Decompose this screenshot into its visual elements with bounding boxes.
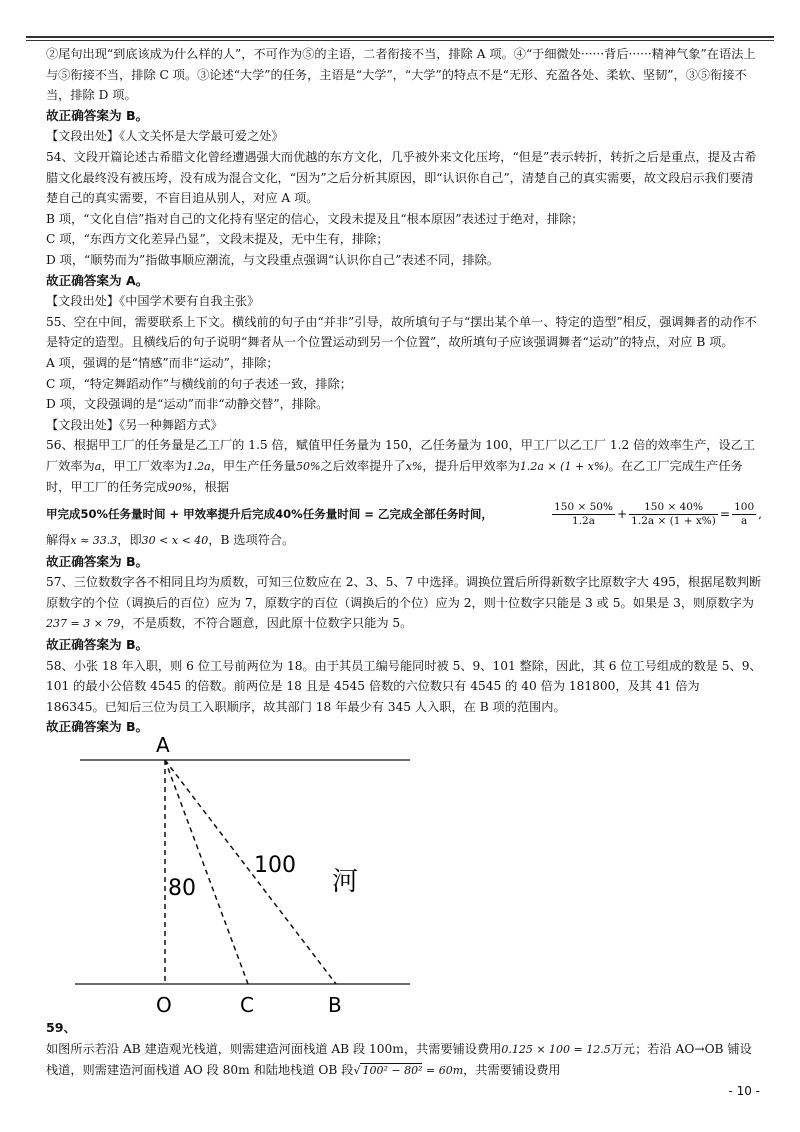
text-run: 56、根据甲工厂的任务量是乙工厂的 1.5 倍，赋值甲任务量为 150，乙任务量为 100，甲工厂以乙工厂 1.2 倍的效率生产，设乙工厂效率为 — [46, 438, 756, 473]
length-80-label: 80 — [168, 876, 196, 901]
header-rule-thin — [26, 40, 774, 41]
question-57 — [46, 572, 762, 635]
solution-text — [46, 44, 762, 738]
text-run: ，提升后甲效率为 — [422, 458, 520, 473]
math-x-percent: x% — [405, 459, 423, 473]
text-run: ，B 选项符合。 — [208, 533, 295, 548]
question-58: 58、小张 18 年入职，则 6 位工号前两位为 18。由于其员工编号能同时被 5、9、101 整除，因此，其 6 位工号组成的数是 5、9、101 的最小公倍数 4545 的倍数。前两位是 18 且是 4545 倍数的六位数只有 4545 的 40 倍为 181800，及其 41 倍为 186345。已知后三位为员工入职顺序，故其部门 18 年最少有 345 人入职，在 B 项的范围内。 — [46, 658, 762, 714]
source-line: 【文段出处】《中国学术要有自我主张》 — [46, 294, 260, 309]
fraction-1: $\frac{150 \times 50\%}{1.2a}$ — [554, 501, 613, 528]
text-run: ，共需要铺设费用 — [463, 1063, 561, 1078]
text-run: 万元；若沿 AO→OB 铺设栈道，则需建造河面栈道 AO 段 80m 和陆地栈道 OB 段 — [46, 1041, 752, 1078]
answer-line: 故正确答案为 B。 — [46, 107, 149, 123]
river-diagram — [40, 730, 420, 1015]
equation-line — [46, 501, 762, 528]
option-c: C 项，“特定舞蹈动作”与横线前的句子表述一致，排除； — [46, 376, 352, 391]
point-a-label: A — [156, 733, 170, 757]
math-90-percent: 90% — [167, 481, 193, 495]
source-line: 【文段出处】《另一种舞蹈方式》 — [46, 417, 223, 432]
math-factorization: 237 = 3 × 79 — [46, 617, 121, 631]
text-run: 解得 — [46, 533, 71, 548]
question-59-text — [46, 1039, 762, 1082]
question-56 — [46, 435, 762, 499]
point-b-label: B — [328, 993, 342, 1015]
question-54: 54、文段开篇论述古希腊文化曾经遭遇强大而优越的东方文化，几乎被外来文化压垮，“但是”表示转折，转折之后是重点，提及古希腊文化最终没有被压垮，没有成为混合文化，“因为”之后分析其原因，即“认识你自己”，清楚自己的真实需要，故文段启示我们要清楚自己的真实需要，不盲目追从别人，对应 A 项。 — [46, 149, 757, 206]
answer-line: 故正确答案为 B。 — [46, 637, 149, 653]
question-55: 55、空在中间，需要联系上下文。横线前的句子由“并非”引导，故所填句子与“摆出某个单一、特定的造型”相反，强调舞者的动作不是特定的造型。且横线后的句子说明“舞者从一个位置运动到另一个位置”，故所填句子应该强调舞者“运动”的特点，对应 B 项。 — [46, 314, 757, 350]
river-label: 河 — [332, 867, 359, 897]
paragraph: ②尾句出现“到底该成为什么样的人”，不可作为⑤的主语，二者衔接不当，排除 A 项。④“于细微处······背后······精神气象”在语法上与⑤衔接不当，排除 C 项。③论述“大学”的任务，主语是“大学”，“大学”的特点不是“无形、充盈各处、柔软、坚韧”，③⑤衔接不当，排除 D 项。 — [46, 47, 756, 103]
math-50-percent: 50% — [296, 459, 321, 473]
math-efficiency: 1.2a × (1 + x%) — [519, 459, 609, 473]
question-number: 59、 — [46, 1020, 77, 1035]
answer-line: 故正确答案为 A。 — [46, 272, 149, 288]
text-run: ，甲工厂效率为 — [101, 458, 187, 473]
text-run: 。在乙工厂完成生产任务时，甲工厂的任务完成 — [46, 458, 743, 495]
question-59 — [46, 1018, 762, 1082]
math-1-2a: 1.2a — [186, 459, 211, 473]
segment-ac — [165, 760, 248, 984]
math-range: 30 < x < 40 — [141, 534, 209, 548]
math-sqrt: √ 100² − 80² = 60m — [353, 1064, 464, 1078]
header-rule — [26, 36, 774, 38]
point-o-label: O — [156, 993, 172, 1015]
answer-line: 故正确答案为 B。 — [46, 553, 149, 569]
option-b: B 项，“文化自信”指对自己的文化持有坚定的信心，文段未提及且“根本原因”表述过于绝对，排除； — [46, 211, 584, 226]
page-number: - 10 - — [728, 1084, 760, 1098]
text-run: 之后效率提升了 — [320, 458, 406, 473]
math-cost: 0.125 × 100 = 12.5 — [501, 1042, 611, 1056]
solution-line — [46, 530, 762, 552]
option-d: D 项，文段强调的是“运动”而非“动静交替”，排除。 — [46, 397, 329, 412]
fraction-2: $\frac{150 \times 40\%}{1.2a \times (1 + x\%)}$ — [631, 501, 716, 528]
answer-line: 故正确答案为 B。 — [46, 719, 149, 735]
option-a: A 项，强调的是“情感”而非“运动”，排除； — [46, 355, 279, 370]
source-line: 【文段出处】《人文关怀是大学最可爱之处》 — [46, 129, 284, 144]
text-run: 如图所示若沿 AB 建造观光栈道，则需建造河面栈道 AB 段 100m，共需要铺设费用 — [46, 1041, 502, 1056]
option-c: C 项，“东西方文化差异凸显”，文段未提及，无中生有，排除； — [46, 232, 389, 247]
length-100-label: 100 — [254, 853, 296, 878]
point-c-label: C — [240, 993, 254, 1015]
math-a: a — [94, 459, 102, 473]
text-run: ，甲生产任务量 — [210, 458, 296, 473]
text-run: ，根据 — [192, 480, 229, 495]
math-solution: x ≈ 33.3 — [70, 534, 118, 548]
segment-ab — [165, 760, 336, 984]
option-d: D 项，“顺势而为”指做事顺应潮流，与文段重点强调“认识你自己”表述不同，排除。 — [46, 252, 499, 267]
handwritten-equation: 甲完成50%任务量时间 + 甲效率提升后完成40%任务量时间 = 乙完成全部任务时间， — [46, 507, 493, 522]
text-run: ，不是质数，不符合题意，因此原十位数字只能为 5。 — [120, 616, 413, 631]
fraction-3: $\frac{100}{a}$ — [734, 501, 755, 528]
text-run: 57、三位数数字各不相同且均为质数，可知三位数应在 2、3、5、7 中选择。调换位置后所得新数字比原数字大 495，根据尾数判断原数字的个位（调换后的百位）应为 7，原数字的百位（调换后的个位）应为 2，则十位数字只能是 3 或 5。如果是 3，则原数字为 — [46, 575, 762, 610]
fraction-equation: $\frac{150 \times 50\%}{1.2a}$ + $\frac{150 \times 40\%}{1.2a \times (1 + x\%)}$ = $\frac{100}{a}$ , — [554, 501, 762, 528]
text-run: ，即 — [117, 533, 142, 548]
